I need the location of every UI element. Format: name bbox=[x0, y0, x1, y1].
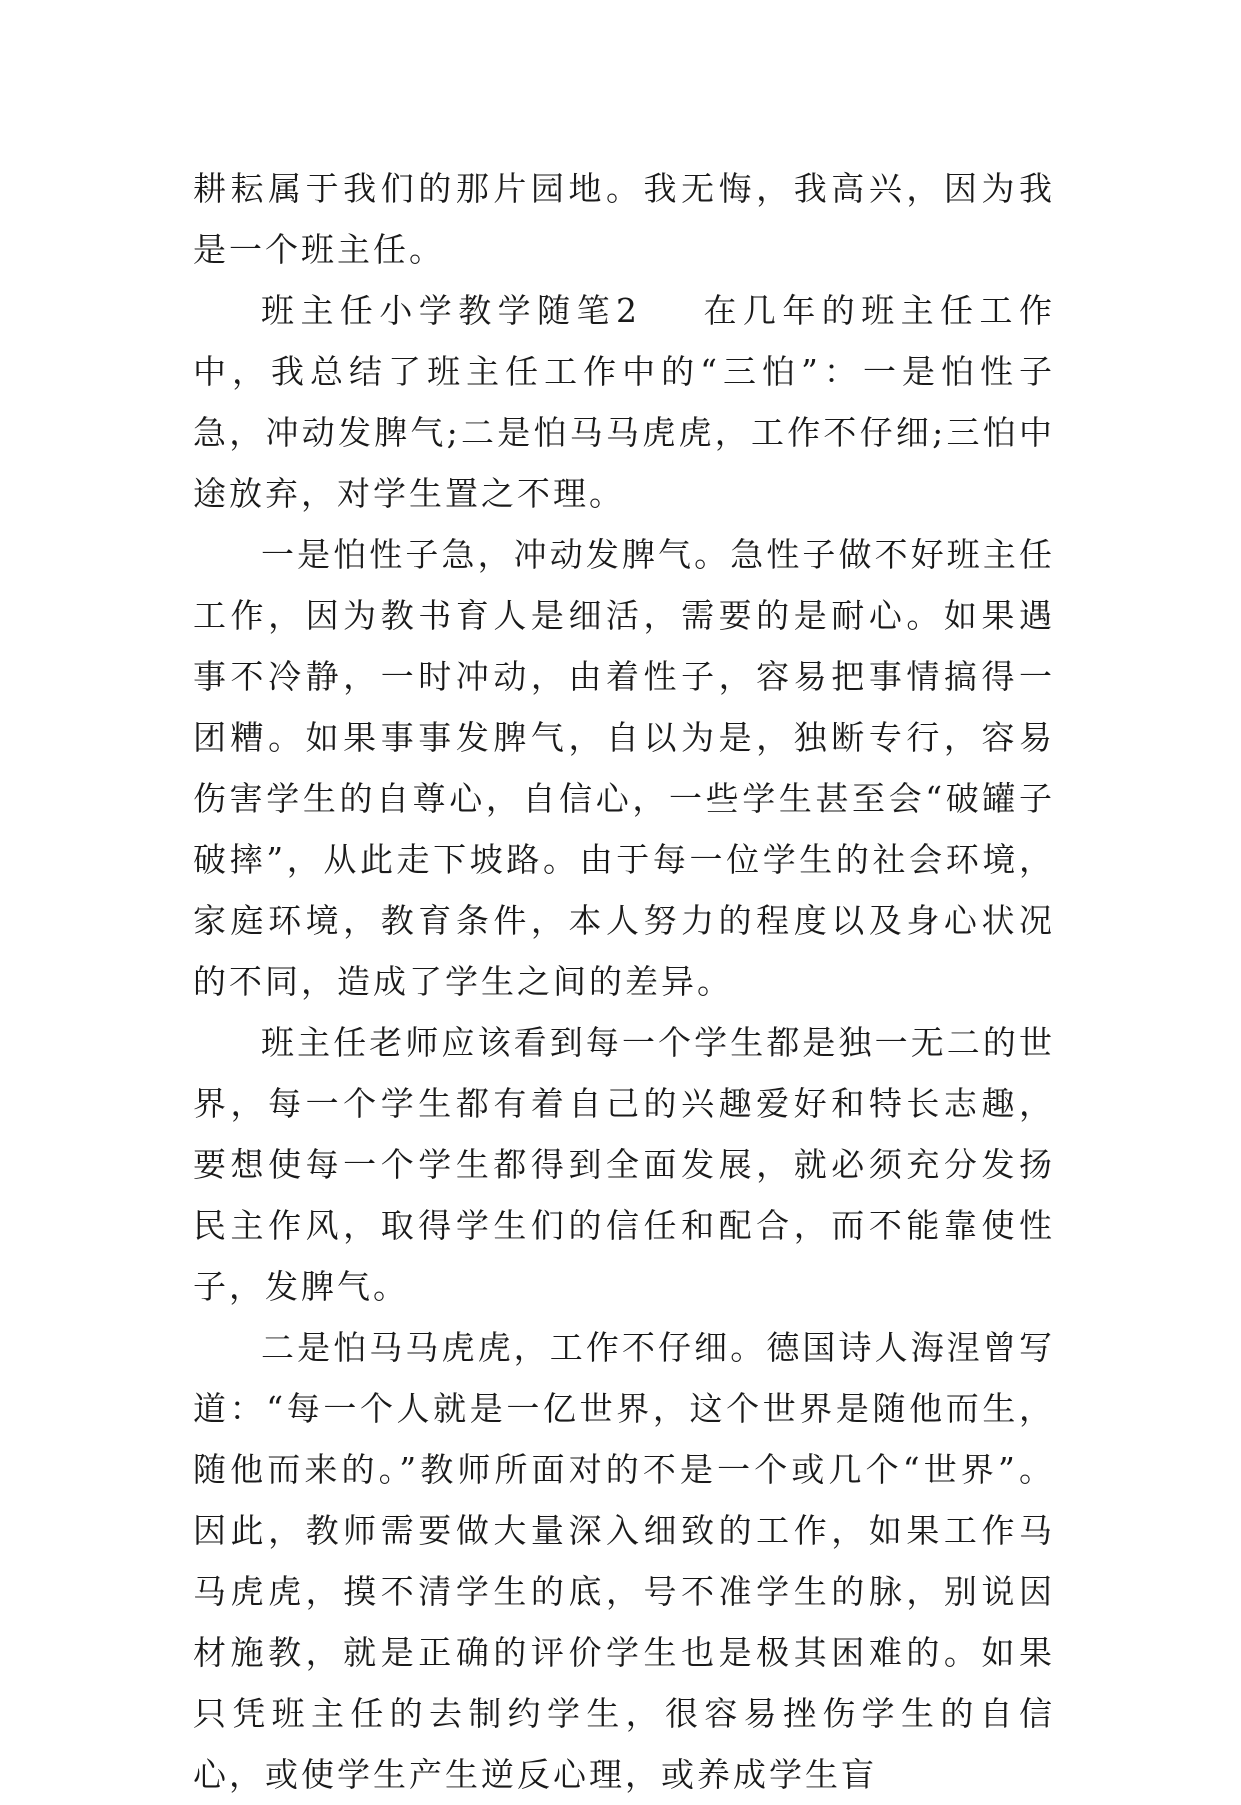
paragraph-with-heading bbox=[193, 280, 1055, 524]
section-heading: 班主任小学教学随笔2 bbox=[261, 291, 640, 330]
paragraph: 班主任老师应该看到每一个学生都是独一无二的世界，每一个学生都有着自己的兴趣爱好和特长志趣，要想使每一个学生都得到全面发展，就必须充分发扬民主作风，取得学生们的信任和配合，而不能靠使性子，发脾气。 bbox=[193, 1023, 1055, 1306]
paragraph: 二是怕马马虎虎，工作不仔细。德国诗人海涅曾写道：“每一个人就是一亿世界，这个世界是随他而生，随他而来的。”教师所面对的不是一个或几个“世界”。因此，教师需要做大量深入细致的工作，如果工作马马虎虎，摸不清学生的底，号不准学生的脉，别说因材施教，就是正确的评价学生也是极其困难的。如果只凭班主任的去制约学生，很容易挫伤学生的自信心，或使学生产生逆反心理，或养成学生盲 bbox=[193, 1328, 1055, 1794]
paragraph: 一是怕性子急，冲动发脾气。急性子做不好班主任工作，因为教书育人是细活，需要的是耐心。如果遇事不冷静，一时冲动，由着性子，容易把事情搞得一团糟。如果事事发脾气，自以为是，独断专行，容易伤害学生的自尊心，自信心，一些学生甚至会“破罐子破摔”，从此走下坡路。由于每一位学生的社会环境，家庭环境，教育条件，本人努力的程度以及身心状况的不同，造成了学生之间的差异。 bbox=[193, 535, 1055, 1001]
paragraph-text: 在几年的班主任工作中，我总结了班主任工作中的“三怕”：一是怕性子急，冲动发脾气;二是怕马马虎虎，工作不仔细;三怕中途放弃，对学生置之不理。 bbox=[193, 291, 1055, 513]
document-body bbox=[193, 158, 1055, 1805]
paragraph-continuation: 耕耘属于我们的那片园地。我无悔，我高兴，因为我是一个班主任。 bbox=[193, 169, 1055, 269]
